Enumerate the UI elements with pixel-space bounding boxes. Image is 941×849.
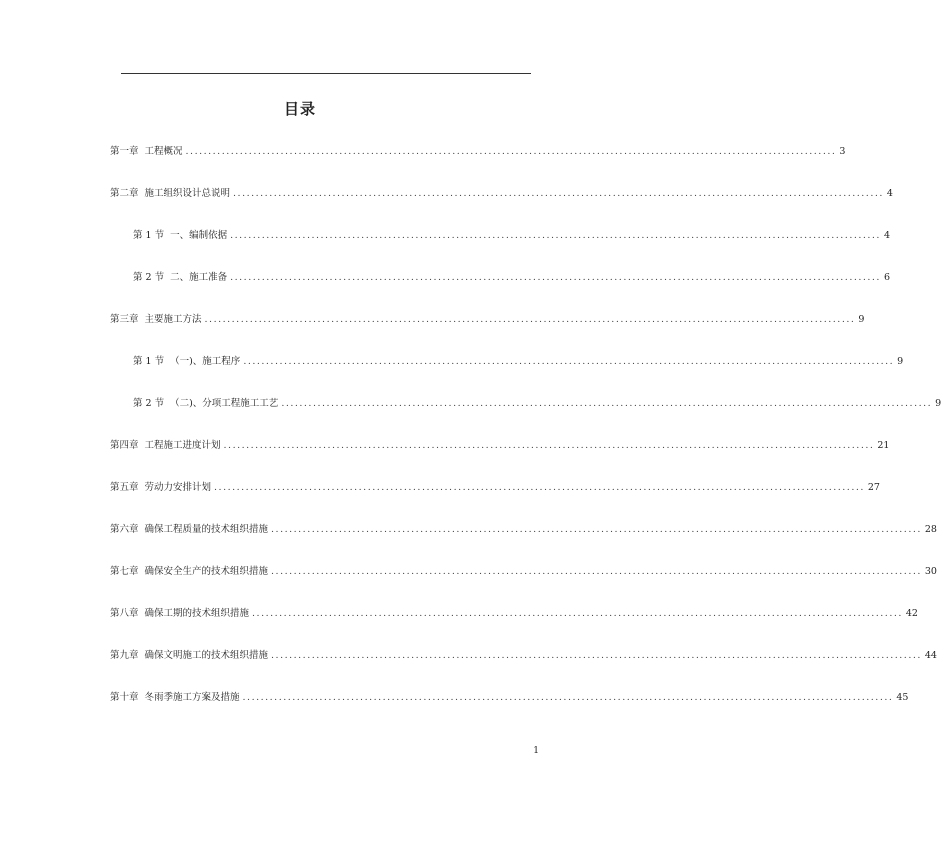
toc-entry-text: 确保安全生产的技术组织措施 xyxy=(144,566,269,577)
dot-leader: ................................................................................................................................................ xyxy=(230,230,881,241)
dot-leader: ................................................................................................................................................ xyxy=(281,398,933,409)
toc-entry-text: 确保工期的技术组织措施 xyxy=(144,608,250,619)
toc-entry[interactable] xyxy=(110,565,937,579)
toc-entry[interactable] xyxy=(133,397,941,411)
page-number: 1 xyxy=(533,746,539,756)
toc-entry-number: 第二章 xyxy=(110,188,139,199)
toc-entry-text: 主要施工方法 xyxy=(144,314,202,325)
toc-entry-page: 42 xyxy=(905,608,918,619)
header-rule xyxy=(121,73,531,74)
dot-leader: ................................................................................................................................................ xyxy=(271,650,922,661)
dot-leader: ................................................................................................................................................ xyxy=(271,566,922,577)
dot-leader: ................................................................................................................................................ xyxy=(233,188,884,199)
dot-leader: ................................................................................................................................................ xyxy=(271,524,922,535)
toc-entry-text: 工程施工进度计划 xyxy=(144,440,221,451)
toc-entry-page: 4 xyxy=(883,230,891,241)
toc-entry[interactable] xyxy=(133,355,904,369)
toc-entry-text: 工程概况 xyxy=(144,146,183,157)
toc-entry[interactable] xyxy=(110,439,890,453)
toc-title: 目录 xyxy=(283,100,316,118)
toc-entry[interactable] xyxy=(110,607,918,621)
toc-entry[interactable] xyxy=(133,229,891,243)
dot-leader: ................................................................................................................................................ xyxy=(223,440,875,451)
toc-entry-number: 第 2 节 xyxy=(133,272,165,283)
toc-entry-number: 第一章 xyxy=(110,146,139,157)
toc-entry-page: 3 xyxy=(839,146,846,157)
toc-entry-number: 第三章 xyxy=(110,314,139,325)
dot-leader: ................................................................................................................................................ xyxy=(230,272,881,283)
toc-entry-page: 45 xyxy=(896,692,909,703)
toc-entry-number: 第 1 节 xyxy=(133,356,165,367)
toc-entry-text: 施工组织设计总说明 xyxy=(144,188,231,199)
dot-leader: ................................................................................................................................................ xyxy=(214,482,865,493)
toc-entry-text: 二、施工准备 xyxy=(170,272,228,283)
toc-entry-page: 9 xyxy=(858,314,865,325)
toc-entry[interactable] xyxy=(133,271,891,285)
toc-entry-page: 6 xyxy=(883,272,891,283)
toc-entry-number: 第九章 xyxy=(110,650,139,661)
dot-leader: ................................................................................................................................................ xyxy=(242,692,894,703)
toc-entry-number: 第 2 节 xyxy=(133,398,165,409)
dot-leader: ................................................................................................................................................ xyxy=(204,314,856,325)
toc-entry-text: 确保文明施工的技术组织措施 xyxy=(144,650,269,661)
toc-entry-number: 第四章 xyxy=(110,440,139,451)
toc-entry-page: 9 xyxy=(935,398,941,409)
toc-entry-page: 9 xyxy=(897,356,904,367)
toc-entry-number: 第七章 xyxy=(110,566,139,577)
toc-entry-page: 4 xyxy=(886,188,893,199)
toc-entry-text: （一)、施工程序 xyxy=(170,356,241,367)
toc-entry-page: 44 xyxy=(924,650,937,661)
toc-entry[interactable] xyxy=(110,187,893,201)
toc-entry-text: （二)、分项工程施工工艺 xyxy=(170,398,279,409)
toc-entry[interactable] xyxy=(110,145,846,159)
toc-entry-text: 冬雨季施工方案及措施 xyxy=(144,692,240,703)
toc-entry-page: 21 xyxy=(877,440,890,451)
toc-entry[interactable] xyxy=(110,691,909,705)
toc-entry-number: 第八章 xyxy=(110,608,139,619)
dot-leader: ................................................................................................................................................ xyxy=(243,356,895,367)
toc-entry-number: 第五章 xyxy=(110,482,139,493)
toc-entry[interactable] xyxy=(110,313,865,327)
toc-entry-number: 第 1 节 xyxy=(133,230,165,241)
toc-entry[interactable] xyxy=(110,523,937,537)
toc-entry[interactable] xyxy=(110,649,937,663)
toc-entry-number: 第十章 xyxy=(110,692,139,703)
toc-entry-text: 劳动力安排计划 xyxy=(144,482,212,493)
toc-entry-text: 一、编制依据 xyxy=(170,230,228,241)
toc-entry-number: 第六章 xyxy=(110,524,139,535)
dot-leader: ................................................................................................................................................ xyxy=(185,146,837,157)
toc-entry-page: 28 xyxy=(924,524,937,535)
toc-entry-page: 30 xyxy=(924,566,937,577)
dot-leader: ................................................................................................................................................ xyxy=(252,608,903,619)
toc-entry[interactable] xyxy=(110,481,880,495)
toc-entry-text: 确保工程质量的技术组织措施 xyxy=(144,524,269,535)
toc-entry-page: 27 xyxy=(867,482,880,493)
